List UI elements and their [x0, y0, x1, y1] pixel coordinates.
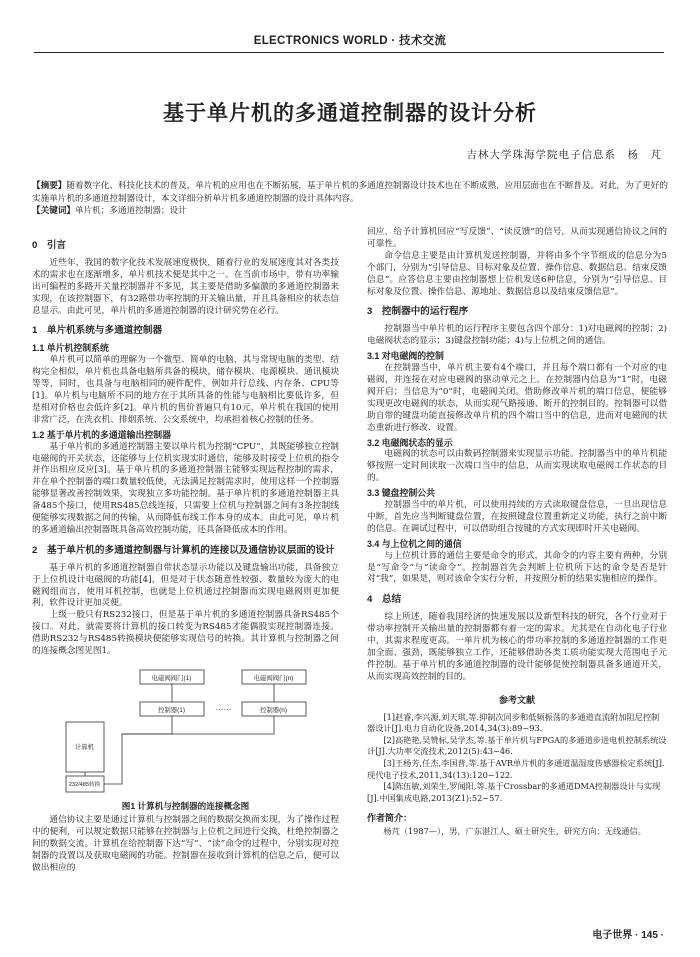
connector-line: [104, 716, 172, 784]
header-rule: [34, 52, 664, 53]
abstract-block: [32, 180, 668, 218]
diagram-ellipsis: ……: [215, 703, 232, 712]
keywords-text: 单片机；多通道控制器；设计: [74, 206, 187, 216]
section-heading: 4 总结: [367, 594, 402, 606]
left-column: [32, 232, 339, 874]
section-heading: 2 基于单片机的多通道控制器与计算机的连接以及通信协议层面的设计: [32, 544, 335, 556]
diagram-label-computer: 计算机: [74, 744, 95, 751]
paragraph: 命令信息主要是由计算机发送控制器，并将由多个字节组成的信息分为5个部门，分别为“引导信息、目标对象及位置、操作信息、数据信息、结束反馈信息”。应答信息主要由控制器想上位机发送6种信息，分别为“引导信息、目标对象及位置、操作信息、源地址、数据信息以及结束反馈信息”。: [367, 250, 667, 297]
subsection-heading: 3.4 与上位机之间的通信: [367, 538, 462, 549]
author-affiliation: 吉林大学珠海学院电子信息系 杨 芃: [466, 149, 662, 161]
reference-item: [4]陈伍敏,刘荣生,罗闻阳,等.基于Crossbar的多通道DMA控制器设计与实现[J].中国集成电路,2013(Z1):52~57.: [367, 781, 661, 803]
paragraph: 控制器当中单片机的运行程序主要包含四个部分：1)对电磁阀的控制；2)电磁阀状态的显示；3)键盘控制功能；4)与上位机之间的通信。: [367, 324, 667, 347]
paragraph: 电磁阀的状态可以由数码控制器来实现显示功能。控制器当中的单片机能够按照一定时间读取一次端口当中的信息，从而实现读取电磁阀工作状态的目的。: [367, 449, 667, 484]
diagram-label-valve-n: 电磁阀阀门(n): [253, 675, 294, 682]
paragraph: 与上位机计算的通信主要是命令的形式，其命令的内容主要有两种，分别是“写命令”与“读命令”。控制器首先会判断上位机所下达的命令是否是针对“我”，如果是，则对该命令实行分析，并按照分析的结果实施相应的操作。: [367, 550, 667, 585]
right-column: [367, 227, 667, 838]
subsection-heading: 1.2 基于单片机的多通道输出控制器: [32, 429, 172, 440]
paragraph: 基于单片机的多通道控制器主要以单片机为控制“CPU”，其既能够独立控制电磁阀的开关状态，还能够与上位机实现实时通信，能够及时接受上位机的指令并作出相应反应[3]。基于单片机的多通道控制器主能够实现远程控制的需求，并在单个控制器的端口数量较低使，无法满足控制需求时，使用这样一个控制器能够显著改善控制效果，实现独立多功能控制。基于单片机的多通道控制器主具备485个接口，使用RS485总线连接，只需要上位机与控制器之间有3条控制线便能够实现数据之间的传输，从而降低布线工作本身的成本。由此可见，单片机的多通道输出控制器既具备高效控制功能，还具备降低成本的作用。: [32, 441, 339, 535]
subsection-heading: 3.1 对电磁阀的控制: [367, 351, 444, 362]
page-footer: 电子世界 · 145 ·: [592, 930, 664, 941]
subsection-heading: 3.2 电磁阀状态的显示: [367, 437, 453, 448]
figure-caption: 图1 计算机与控制器的连接概念图: [121, 801, 250, 811]
section-heading: 3 控制器中的运行程序: [367, 306, 469, 318]
paragraph: 控制器当中的单片机，可以使用持续的方式读取键盘信息，一旦出现信息中断，首先应当判断键盘位置，在按照键盘位置重新定义功能，执行之前中断的信息。在调试过程中，可以借助组合按键的方式实现即时开关电磁阀。: [367, 500, 667, 534]
paragraph: 上级一般只有RS232接口，但是基于单片机的多通道控制器具备RS485个接口。对此，就需要将计算机的接口转变为RS485才能偶股实现控制器连接。借助RS232与RS485转换模块便能够实现信号的转换。其计算机与控制器之间的连接概念图见图1。: [32, 610, 339, 657]
abstract-text: 随着数字化、科技化技术的普及，单片机的应用也在不断拓展，基于单片机的多通道控制器设计技术也在不断成熟，应用层面也在不断普及。对此，为了更好的实施单片机的多通道控制器设计，本文详细分析单片机多通道控制器的设计具体内容。: [32, 181, 668, 204]
abstract-label: 【摘要】: [32, 181, 67, 191]
keywords: [32, 205, 668, 218]
references-heading: 参考文献: [498, 695, 535, 706]
journal-header: ELECTRONICS WORLD · 技术交流: [253, 35, 447, 47]
diagram-label-valve-1: 电磁阀阀门(1): [151, 675, 192, 682]
diagram-label-converter: 232/485转换: [68, 782, 101, 788]
diagram-label-controller-n: 控制器(n): [260, 707, 287, 714]
author-bio-heading: 作者简介：: [367, 814, 413, 825]
paragraph: 回应，给予计算机回应“写反馈”、“读反馈”的信号，从而实现通信协议之间的可靠性。: [367, 227, 667, 249]
paragraph: 在控制器当中，单片机主要有4个端口，并且每个端口都有一个对应的电磁阀，并连接在对应电磁阀的驱动单元之上。在控制器内信息为“1”时，电磁阀开启；当信息为“0”时，电磁阀关闭。借助修改单片机的端口信息，便能够实现更改电磁阀的状态，从而实现气路接通、断开的控制目的。控制器可以借助自带的键盘功能直接修改单片机的四个端口当中的信息，进而对电磁阀的状态重新进行修改、设置。: [367, 363, 667, 433]
section-heading: 0 引言: [32, 240, 67, 251]
paragraph: 综上所述，随着我国经济的快速发展以及新型科技的研究，各个行业对于带功率控制开关输出量的控制器都有着一定的需求。尤其是在自动化电子行业中，其需求程度更高。一单片机为核心的带功率控制的多通道控制器的工作更加全面、强劲，既能够独立工作，还能够借助各类工质功能实现大范围电子元件控制。基于单片机的多通道控制器的设计能够促使控制器具备多通道开关，从而实现高效控制的目的。: [367, 612, 667, 682]
paragraph: 基于单片机的多通道控制器自带状态显示功能以及键盘输出功能，具备独立于上位机设计电磁阀的功能[4]，但是对于状态随意性较强、数量较为庞大的电磁阀组而言，使用耳机控制，也就是上位机通过控制器而实现电磁阀则更加便利，软件设计更加灵便。: [32, 562, 339, 609]
abstract: [32, 180, 668, 205]
paragraph: 近些年，我国的数字化技术发展速度极快，随着行业的发展速度其对各类技术的需求也在逐渐增多，单片机技术便是其中之一。在当前市场中，带有功率输出可编程的多路开关量控制器并不多见，其主要是借助多偏激的多通道控制器来实现，在该控制器下，有32路带功率控制的开关输出量，并且具备相应的状态信息显示。由此可见，单片机的多通道控制器的设计研究势在必行。: [32, 257, 339, 316]
subsection-heading: 1.1 单片机控制系统: [32, 343, 109, 354]
figure-connection-diagram: [62, 664, 310, 799]
keywords-label: 【关键词】: [32, 206, 75, 216]
reference-item: [3]王杨芳,任杰,李国普,等.基于AVR单片机的多通道温湿度传感器检定系统[J].现代电子技术,2011,34(13):120~122.: [367, 758, 665, 780]
paragraph: 通信协议主要是通过计算机与控制器之间的数据交换而实现，为了操作过程中的便利，可以规定数据只能够在控制器与上位机之间进行交换，杜绝控制器之间的数据交流。计算机在给控制器下达“写”、“读”命令的过程中，分别实现对控制器的设置以及获取电磁阀的功能。控制器在接收到计算机的信息之后，便可以做出相应的: [32, 814, 339, 873]
paragraph: 单片机可以简单的理解为一个微型、简单的电脑，其与常规电脑的类型、结构完全相似，单片机也具备电脑所具备的模块，储存模块、电源模块、通讯模块等等，同时，也具备与电脑相同的硬件配件，例如并行总线、内存条、CPU等[1]。单片机与电脑所不同的地方在于其所具备的性能与电脑相比要低许多，但是相对价格也会低许多[2]。单片机的售价普遍只有10元，单片机在我国的使用非常广泛，在洗衣机、排烟系统、公交系统中，均承担着核心控制的任务。: [32, 355, 339, 425]
reference-item: [1]赵睿,李兴源,刘天琪,等.抑制次同步和低频振荡的多通道直流附加阻尼控制器设计[J].电力自动化设备,2014,34(3):89~93.: [367, 711, 660, 734]
diagram-label-controller-1: 控制器(1): [158, 707, 185, 714]
subsection-heading: 3.3 键盘控制公共: [367, 488, 436, 499]
author-bio: 杨芃（1987—），男，广东湛江人，硕士研究生，研究方向：无线通信。: [383, 826, 646, 837]
paper-title: 基于单片机的多通道控制器的设计分析: [163, 100, 537, 125]
reference-item: [2]高艳艳,吴赞标,吴学杰,等.基于单片机与FPGA的多通道步进电机控制系统设计[J].大功率交流技术,2012(5):43~46.: [367, 734, 667, 757]
connector-line: [122, 716, 274, 734]
section-heading: 1 单片机系统与多通道控制器: [32, 325, 163, 337]
